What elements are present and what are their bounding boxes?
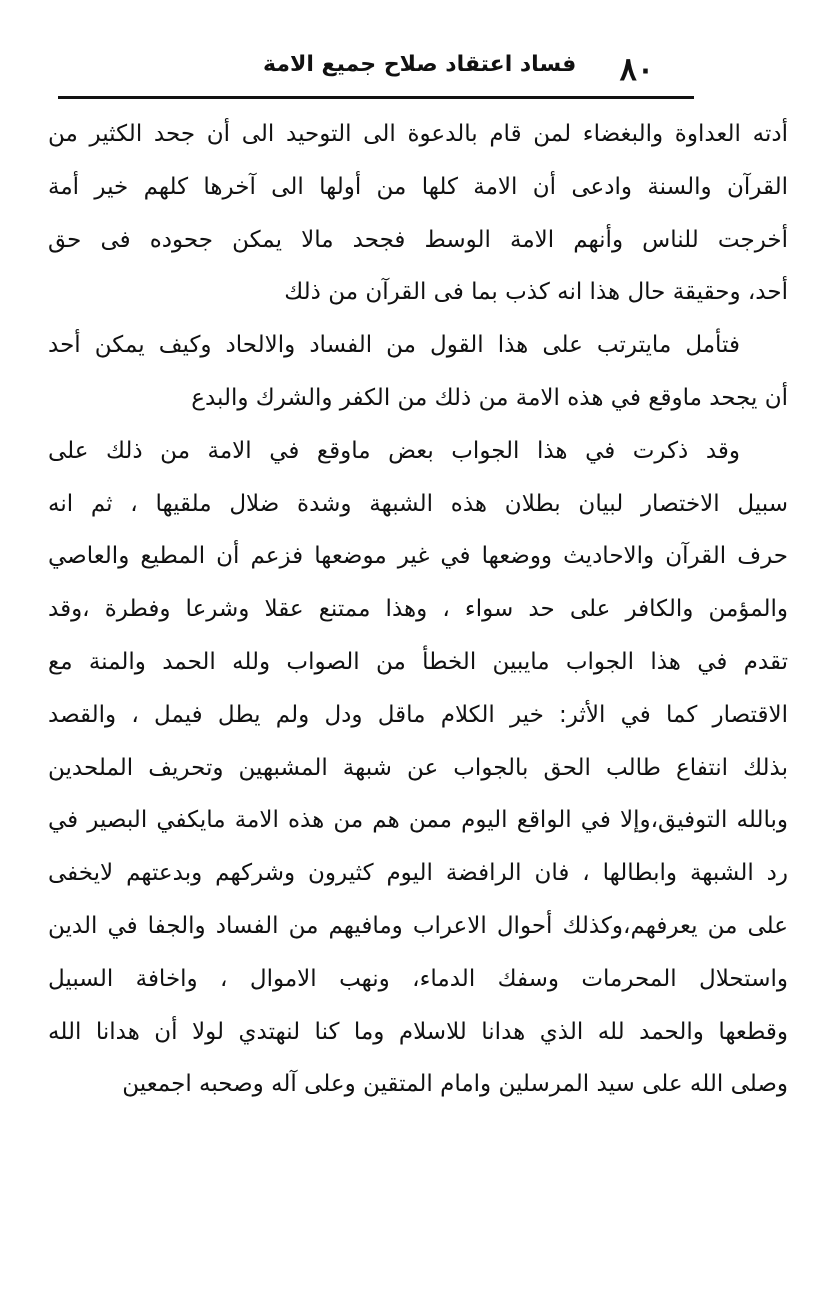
text-line: سبيل الاختصار لبيان بطلان هذه الشبهة وشدة ضلال ملقيها ، ثم انه (48, 490, 788, 517)
text-line: وقطعها والحمد لله الذي هدانا للاسلام وما كنا لنهتدي لولا أن هدانا الله (48, 1018, 788, 1045)
text-line: أخرجت للناس وأنهم الامة الوسط فجحد مالا يمكن جحوده فى حق (48, 226, 788, 253)
text-line: بذلك انتفاع طالب الحق بالجواب عن شبهة المشبهين وتحريف الملحدين (48, 754, 788, 781)
text-line: أدته العداوة والبغضاء لمن قام بالدعوة الى التوحيد الى أن جحد الكثير من (48, 121, 788, 147)
text-line: رد الشبهة وابطالها ، فان الرافضة اليوم كثيرون وشركهم وبدعتهم لايخفى (48, 860, 788, 887)
running-title: فساد اعتقاد صلاح جميع الامة (263, 52, 577, 77)
text-line: القرآن والسنة وادعى أن الامة كلها من أولها الى آخرها كلهم خير أمة (48, 173, 788, 200)
text-line: أحد، وحقيقة حال هذا انه كذب بما فى القرآن من ذلك (284, 279, 788, 306)
text-line: فتأمل مايترتب على هذا القول من الفساد والالحاد وكيف يمكن أحد (48, 332, 740, 359)
text-line: والمؤمن والكافر على حد سواء ، وهذا ممتنع عقلا وشرعا وفطرة ،وقد (48, 596, 788, 623)
page-header (58, 48, 694, 92)
text-line: واستحلال المحرمات وسفك الدماء، ونهب الاموال ، واخافة السبيل (48, 965, 788, 992)
text-line: الاقتصار كما في الأثر: خير الكلام ماقل ودل ولم يطل فيمل ، والقصد (48, 701, 788, 728)
text-line: على من يعرفهم،وكذلك أحوال الاعراب ومافيهم من الفساد والجفا في الدين (48, 912, 788, 939)
text-line: أن يجحد ماوقع في هذه الامة من ذلك من الكفر والشرك والبدع (191, 384, 788, 411)
header-rule (58, 96, 694, 99)
text-line: وقد ذكرت في هذا الجواب بعض ماوقع في الامة من ذلك على (48, 437, 740, 464)
text-line: حرف القرآن والاحاديث ووضعها في غير موضعها فزعم أن المطيع والعاصي (48, 543, 788, 570)
text-line: وصلى الله على سيد المرسلين وامام المتقين وعلى آله وصحبه اجمعين (122, 1071, 788, 1098)
page-number: ٨٠ (619, 50, 654, 88)
text-line: تقدم في هذا الجواب مايبين الخطأ من الصواب ولله الحمد والمنة مع (48, 648, 788, 675)
body-text (48, 108, 788, 1118)
text-line: وبالله التوفيق،وإلا في الواقع اليوم ممن هم من هذه الامة مايكفي البصير في (48, 807, 788, 834)
